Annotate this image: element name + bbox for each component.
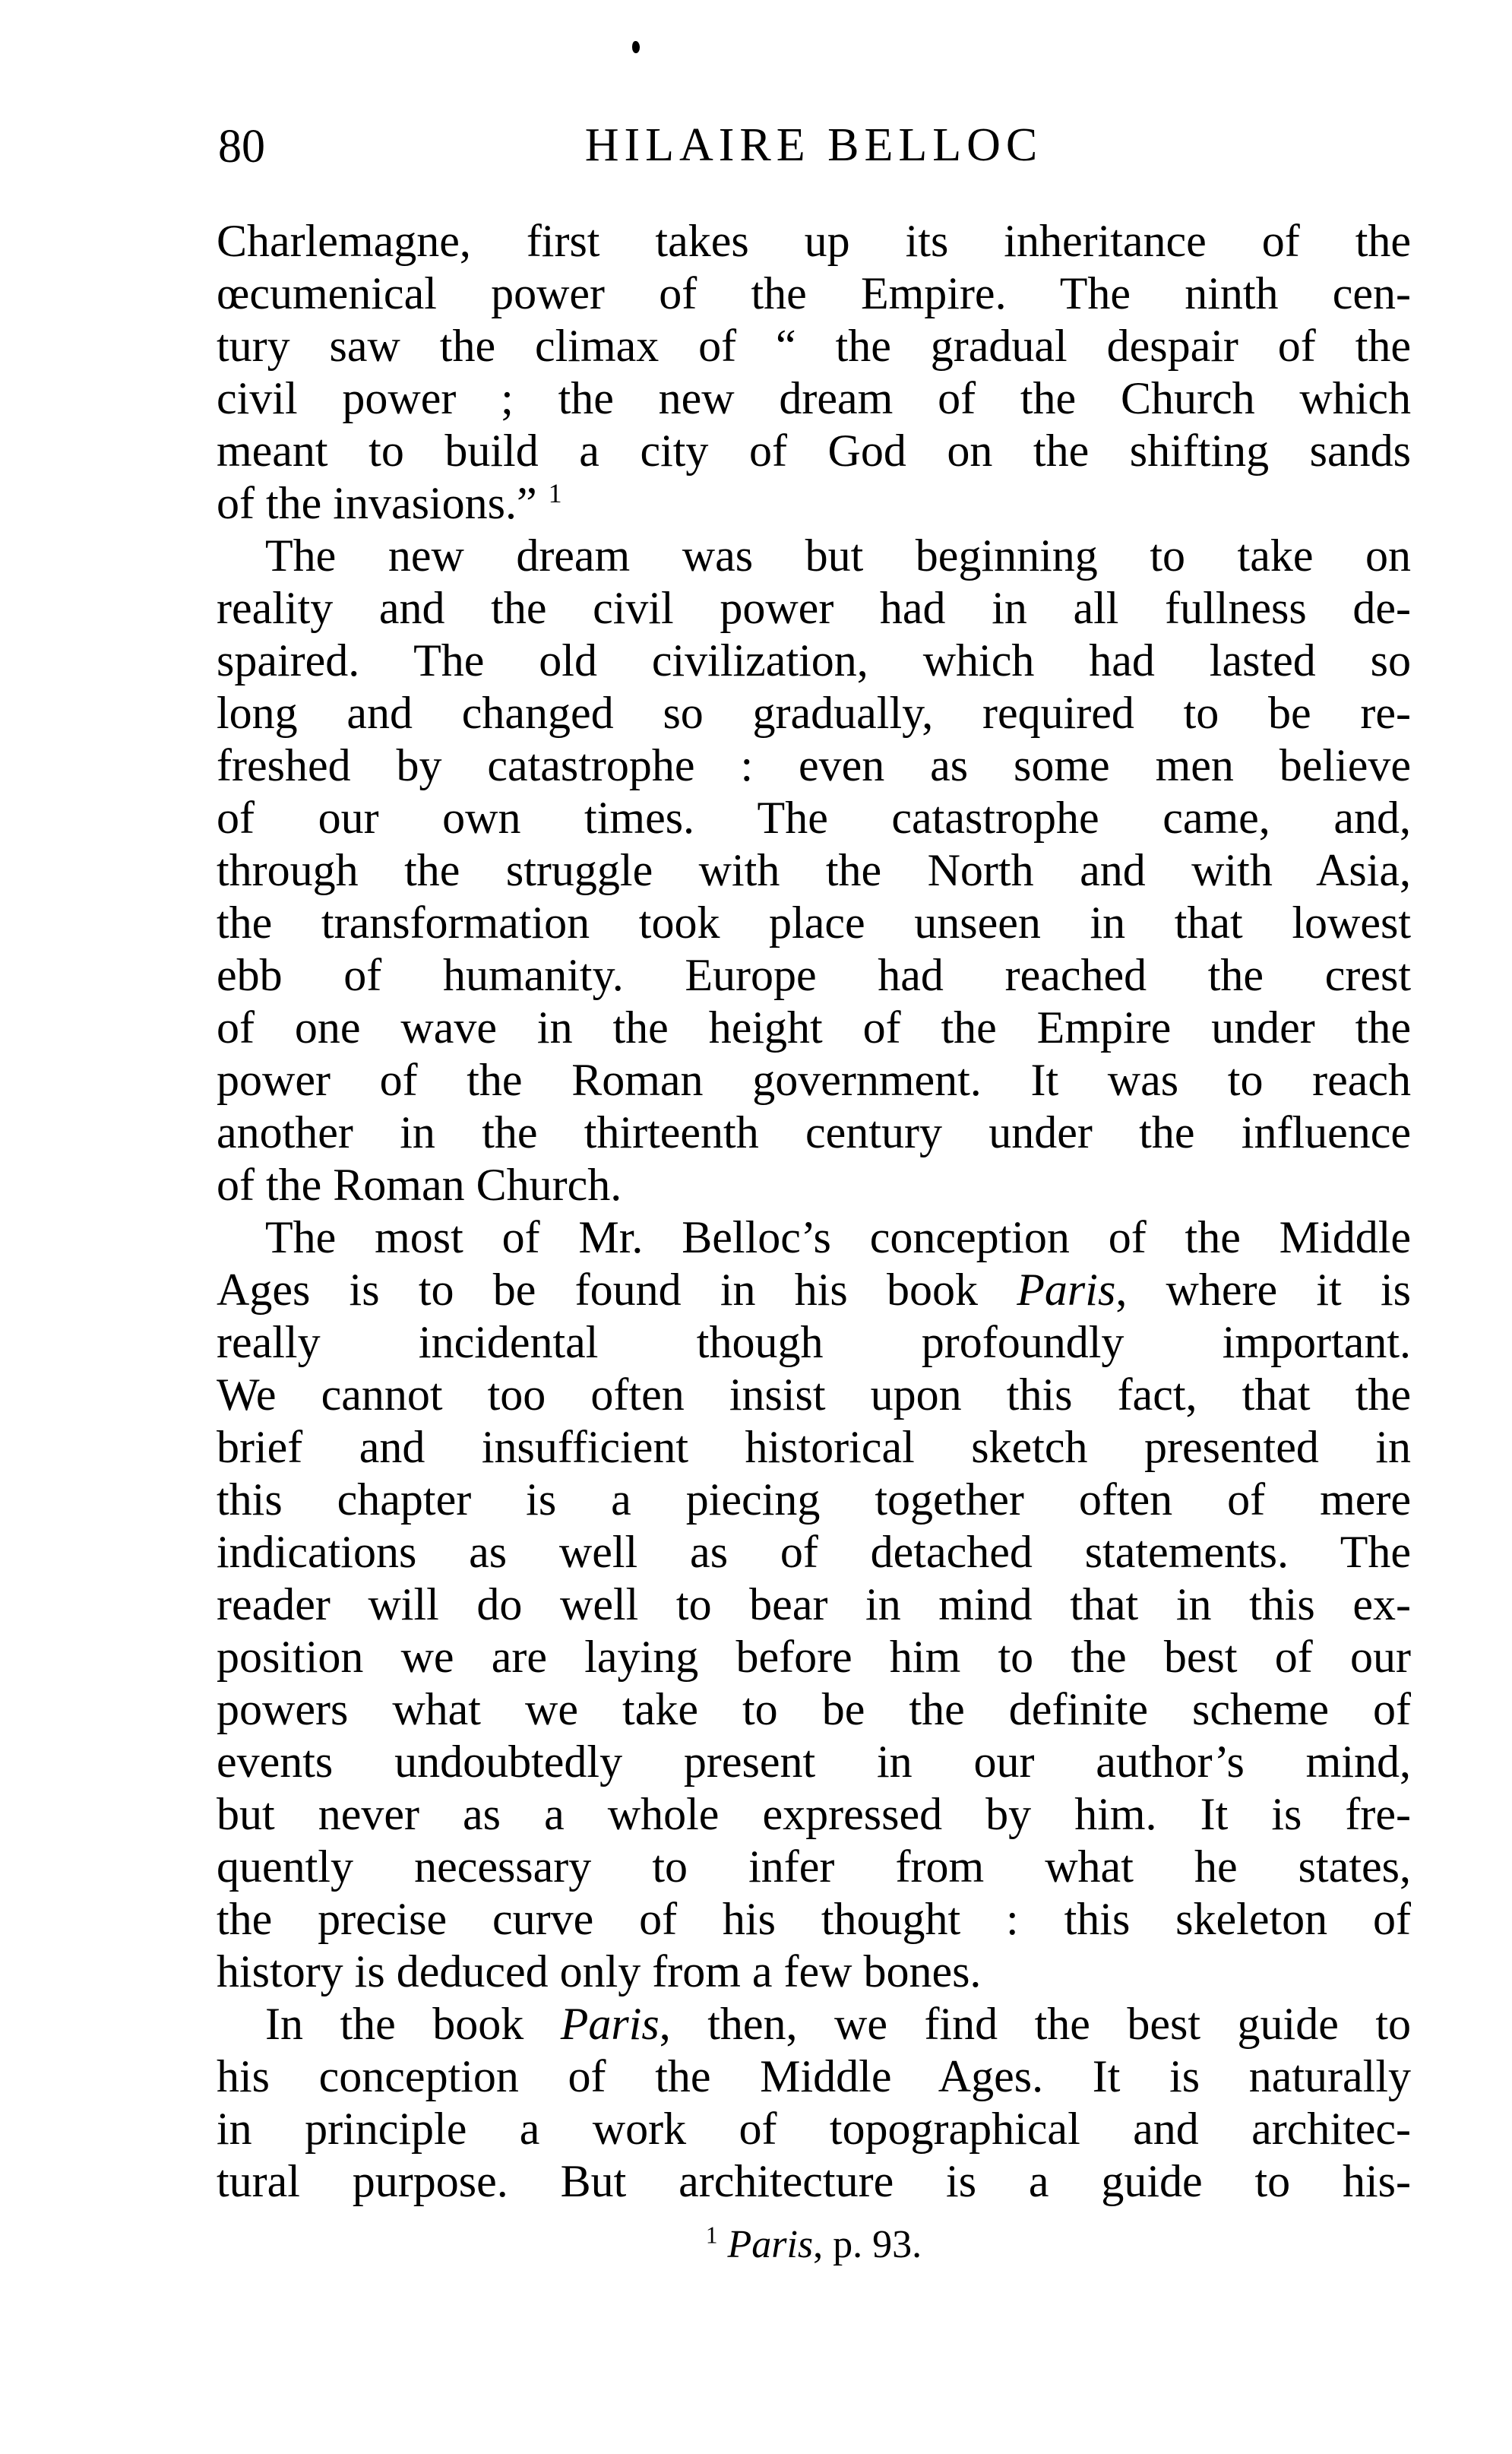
text-line: of the invasions.” $^1$ (217, 478, 562, 528)
text-line: of our own times. The catastrophe came, and, (217, 793, 1411, 843)
text-line: brief and insufficient historical sketch presented in (217, 1422, 1411, 1472)
text-line: events undoubtedly present in our author’s mind, (217, 1737, 1411, 1787)
text-line: tury saw the climax of “ the gradual despair of the (217, 321, 1411, 371)
page-header (217, 120, 1411, 215)
text-line: through the struggle with the North and with Asia, (217, 845, 1411, 895)
text-line: of the Roman Church. (217, 1160, 622, 1210)
text-line: but never as a whole expressed by him. It is fre- (217, 1789, 1411, 1839)
text-line: We cannot too often insist upon this fact, that the (217, 1369, 1411, 1420)
text-line: indications as well as of detached statements. The (217, 1527, 1411, 1577)
text-line: powers what we take to be the definite scheme of (217, 1684, 1411, 1734)
text-line: in principle a work of topographical and architec- (217, 2104, 1411, 2154)
text-line: The most of Mr. Belloc’s conception of the Middle (265, 1212, 1411, 1262)
text-line: history is deduced only from a few bones. (217, 1946, 982, 1996)
text-line: In the book Paris, then, we find the best guide to (265, 1999, 1411, 2049)
text-line: really incidental though profoundly important. (217, 1317, 1411, 1367)
text-line: reader will do well to bear in mind that in this ex- (217, 1579, 1411, 1629)
text-line: meant to build a city of God on the shifting sands (217, 426, 1411, 476)
footnote: $^1$ Paris, p. 93. (705, 2221, 922, 2266)
text-line: power of the Roman government. It was to reach (217, 1055, 1411, 1105)
text-line: of one wave in the height of the Empire under the (217, 1002, 1411, 1053)
text-line: freshed by catastrophe : even as some men believe (217, 740, 1411, 790)
text-line: civil power ; the new dream of the Church which (217, 373, 1411, 423)
text-line: Ages is to be found in his book Paris, where it is (217, 1265, 1411, 1315)
text-line: The new dream was but beginning to take on (265, 530, 1411, 581)
text-line: tural purpose. But architecture is a guide to his- (217, 2156, 1411, 2206)
text-line: long and changed so gradually, required to be re- (217, 688, 1411, 738)
running-title: HILAIRE BELLOC (584, 119, 1043, 171)
page-number: 80 (218, 121, 265, 173)
text-line: another in the thirteenth century under the influence (217, 1107, 1411, 1157)
text-line: the transformation took place unseen in that lowest (217, 898, 1411, 948)
text-line: this chapter is a piecing together often of mere (217, 1474, 1411, 1525)
ink-speck (632, 41, 640, 53)
text-line: spaired. The old civilization, which had lasted so (217, 635, 1411, 686)
text-line: Charlemagne, first takes up its inheritance of the (217, 216, 1411, 266)
text-line: his conception of the Middle Ages. It is naturally (217, 2051, 1411, 2101)
text-line: quently necessary to infer from what he states, (217, 1841, 1411, 1892)
text-line: œcumenical power of the Empire. The ninth cen- (217, 268, 1411, 318)
text-line: reality and the civil power had in all fullness de- (217, 583, 1411, 633)
text-line: position we are laying before him to the best of our (217, 1632, 1411, 1682)
page-body (217, 215, 1411, 2208)
text-line: ebb of humanity. Europe had reached the crest (217, 950, 1411, 1000)
text-line: the precise curve of his thought : this skeleton of (217, 1894, 1411, 1944)
text-block (217, 120, 1411, 2269)
